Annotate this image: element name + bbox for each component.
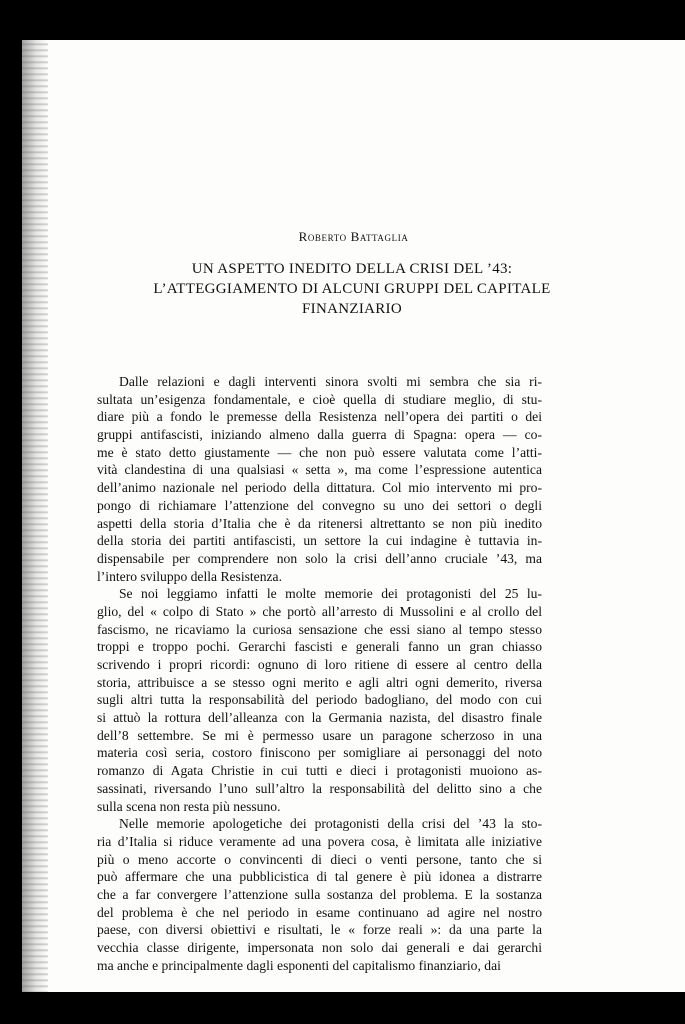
text-line: del problema è che nel periodo in esame continuano ad agire nel nostro [97, 904, 542, 920]
text-line: ma anche e principalmente dagli esponenti del capitalismo finanziario, dai [97, 957, 501, 973]
text-line: pongo di richiamare l’attenzione del convegno su uno dei settori o degli [97, 497, 542, 513]
text-line: me è stato detto giustamente — che non può essere valutata come l’atti- [97, 444, 542, 460]
text-line: diare più a fondo le premesse della Resistenza nell’opera dei partiti o dei [97, 409, 542, 425]
text-line: della storia dei partiti antifascisti, un settore la cui indagine è tuttavia in- [97, 533, 542, 549]
text-line: gruppi antifascisti, iniziando almeno dalla guerra di Spagna: opera — co- [97, 427, 542, 443]
text-line: materia così seria, costoro finiscono per somigliare ai personaggi del noto [97, 745, 542, 761]
text-line: dispensabile per comprendere non solo la crisi dell’anno cruciale ’43, ma [97, 550, 542, 566]
text-line: glio, del « colpo di Stato » che portò all’arresto di Mussolini e al crollo del [97, 603, 542, 619]
paragraph [97, 373, 542, 585]
text-line: Dalle relazioni e dagli interventi sinora svolti mi sembra che sia ri- [119, 374, 542, 389]
paragraph [97, 815, 542, 974]
text-line: sultata un’esigenza fondamentale, e cioè quella di studiare meglio, di stu- [97, 391, 542, 407]
author-name: Roberto Battaglia [298, 229, 409, 244]
text-line: l’intero sviluppo della Resistenza. [97, 568, 282, 584]
text-line: paese, con diversi obiettivi e risultati, le « forze reali »: da una parte la [97, 922, 542, 938]
text-line: sugli altri tutta la responsabilità del periodo badogliano, del modo con cui [97, 692, 542, 708]
text-line: vecchia classe dirigente, impersonata non solo dai generali e dai gerarchi [97, 940, 542, 955]
text-line: ria d’Italia si riduce veramente ad una povera cosa, è limitata alle iniziative [97, 833, 542, 849]
title-line: FINANZIARIO [302, 301, 402, 317]
text-line: romanzo di Agata Christie in cui tutti e dieci i protagonisti muoiono as- [97, 763, 542, 779]
text-line: sulla scena non resta più nessuno. [97, 798, 281, 814]
title-line: L’ATTEGGIAMENTO DI ALCUNI GRUPPI DEL CAPITALE [153, 281, 551, 297]
text-line: si attuò la rottura dell’alleanza con la Germania nazista, del disastro finale [97, 710, 542, 726]
text-line: scrivendo i propri ricordi: ognuno di loro ritiene di essere al centro della [97, 657, 542, 672]
article-title [62, 259, 642, 319]
text-line: dell’8 settembre. Se mi è permesso usare un paragone scherzoso in una [97, 727, 542, 743]
text-line: vità clandestina di una qualsiasi « setta », ma come l’espressione autentica [97, 462, 542, 478]
text-line: troppi e troppo pochi. Gerarchi fascisti e generali fanno un gran chiasso [97, 639, 542, 655]
document-page [22, 40, 685, 992]
text-line: Nelle memorie apologetiche dei protagonisti della crisi del ’43 la sto- [119, 816, 542, 832]
text-line: sassinati, riversando l’uno sull’altro la responsabilità del delitto sino a che [97, 780, 542, 796]
article-body [97, 373, 542, 974]
text-line: può affermare che una pubblicistica di tal genere è più idonea a distrarre [97, 869, 542, 885]
text-line: Se noi leggiamo infatti le molte memorie dei protagonisti del 25 lu- [119, 586, 542, 602]
scan-edge-artifact [22, 40, 48, 992]
text-line: più o meno accorte o convincenti di dieci o venti persone, tanto che si [97, 851, 542, 867]
text-line: dell’animo nazionale nel periodo della dittatura. Col mio intervento mi pro- [97, 480, 542, 496]
title-line: UN ASPETTO INEDITO DELLA CRISI DEL ’43: [191, 261, 513, 277]
text-line: fascismo, ne ricaviamo la curiosa sensazione che essi siano al tempo stesso [97, 621, 542, 637]
text-line: aspetti della storia d’Italia che è da ritenersi altrettanto se non più inedito [97, 515, 542, 531]
paragraph [97, 585, 542, 815]
text-line: che a far convergere l’attenzione sulla sostanza del problema. E la sostanza [97, 886, 542, 902]
text-line: storia, attribuisce a se stesso ogni merito e agli altri ogni demerito, riversa [97, 674, 542, 690]
